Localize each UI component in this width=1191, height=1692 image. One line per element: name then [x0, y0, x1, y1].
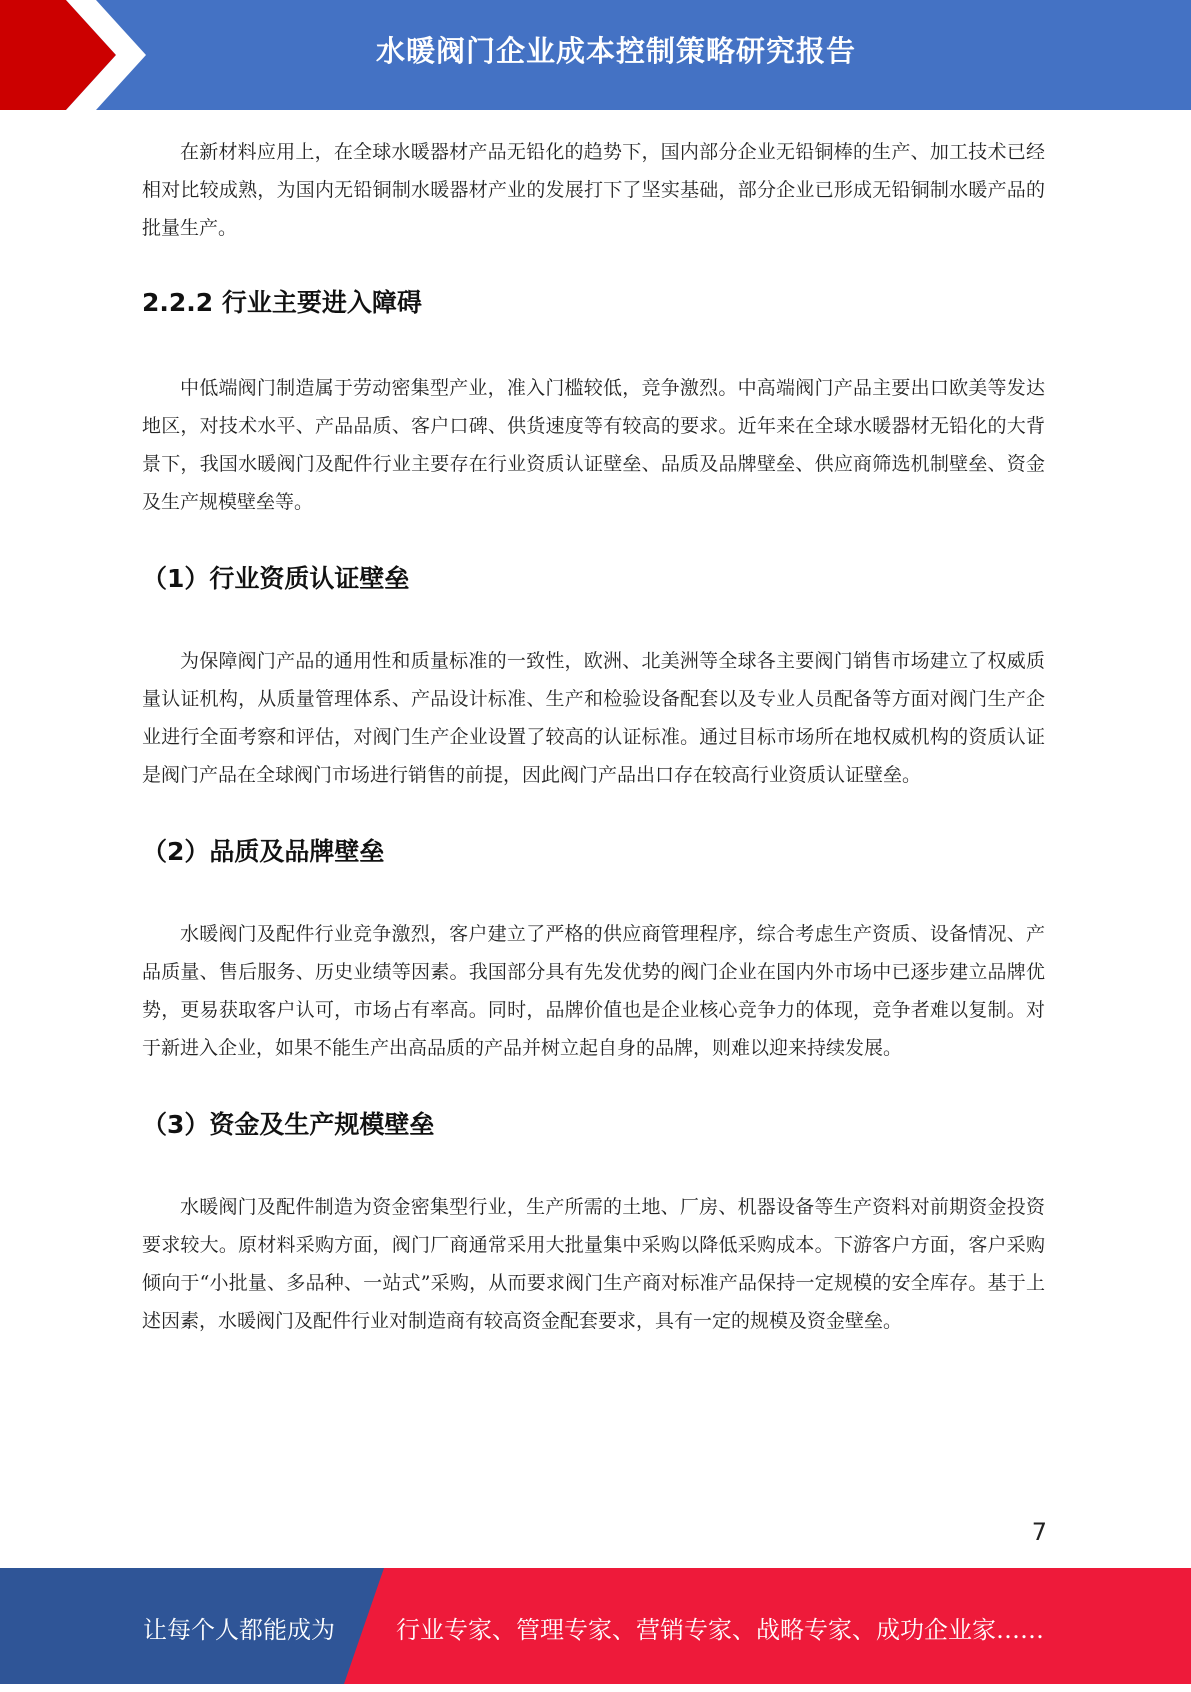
section-paragraph: 中低端阀门制造属于劳动密集型产业，准入门槛较低，竞争激烈。中高端阀门产品主要出口欧美等发达地区，对技术水平、产品品质、客户口碑、供货速度等有较高的要求。近年来在全球水暖器材无铅化的大背景下，我国水暖阀门及配件行业主要存在行业资质认证壁垒、品质及品牌壁垒、供应商筛选机制壁垒、资金及生产规模壁垒等。 [142, 377, 1045, 513]
section-heading: 2.2.2 行业主要进入障碍 [142, 288, 422, 317]
document-body [142, 133, 1045, 1340]
report-title: 水暖阀门企业成本控制策略研究报告 [375, 34, 856, 68]
subsection-paragraph-2: 水暖阀门及配件行业竞争激烈，客户建立了严格的供应商管理程序，综合考虑生产资质、设备情况、产品质量、售后服务、历史业绩等因素。我国部分具有先发优势的阀门企业在国内外市场中已逐步建立品牌优势，更易获取客户认可，市场占有率高。同时，品牌价值也是企业核心竞争力的体现，竞争者难以复制。对于新进入企业，如果不能生产出高品质的产品并树立起自身的品牌，则难以迎来持续发展。 [142, 923, 1045, 1059]
footer-slogan-right: 行业专家、管理专家、营销专家、战略专家、成功企业家…… [396, 1616, 1044, 1644]
subsection-heading-1: （1）行业资质认证壁垒 [142, 564, 410, 593]
subsection-paragraph-1: 为保障阀门产品的通用性和质量标准的一致性，欧洲、北美洲等全球各主要阀门销售市场建立了权威质量认证机构，从质量管理体系、产品设计标准、生产和检验设备配套以及专业人员配备等方面对阀门生产企业进行全面考察和评估，对阀门生产企业设置了较高的认证标准。通过目标市场所在地权威机构的资质认证是阀门产品在全球阀门市场进行销售的前提，因此阀门产品出口存在较高行业资质认证壁垒。 [142, 650, 1045, 786]
page-header [0, 0, 1191, 110]
subsection-heading-2: （2）品质及品牌壁垒 [142, 837, 385, 866]
footer-slogan-left: 让每个人都能成为 [143, 1616, 335, 1644]
intro-paragraph: 在新材料应用上，在全球水暖器材产品无铅化的趋势下，国内部分企业无铅铜棒的生产、加工技术已经相对比较成熟，为国内无铅铜制水暖器材产业的发展打下了坚实基础，部分企业已形成无铅铜制水暖产品的批量生产。 [142, 141, 1045, 239]
subsection-heading-3: （3）资金及生产规模壁垒 [142, 1110, 435, 1139]
subsection-paragraph-3: 水暖阀门及配件制造为资金密集型行业，生产所需的土地、厂房、机器设备等生产资料对前期资金投资要求较大。原材料采购方面，阀门厂商通常采用大批量集中采购以降低采购成本。下游客户方面，客户采购倾向于“小批量、多品种、一站式”采购，从而要求阀门生产商对标准产品保持一定规模的安全库存。基于上述因素，水暖阀门及配件行业对制造商有较高资金配套要求，具有一定的规模及资金壁垒。 [142, 1196, 1045, 1332]
page-footer [0, 1568, 1191, 1684]
page-number: 7 [1031, 1518, 1047, 1546]
